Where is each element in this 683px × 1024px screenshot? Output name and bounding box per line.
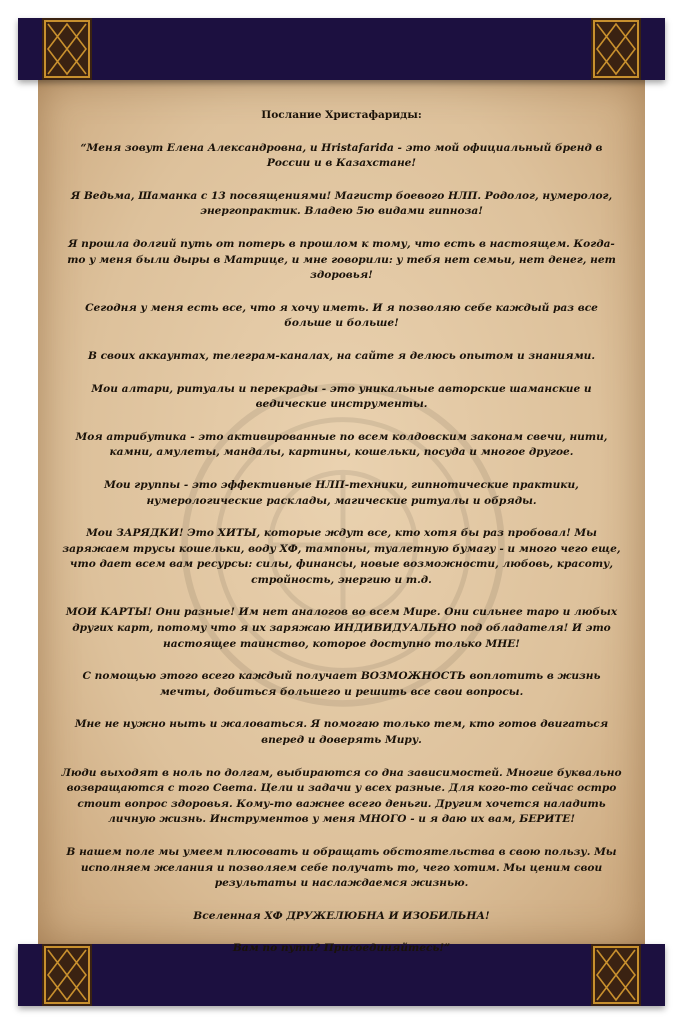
letter-paragraph: Я Ведьма, Шаманка с 13 посвящениями! Магистр боевого НЛП. Родолог, нумеролог, энергопрактик. Владею 5ю видами гипноза! <box>70 189 613 218</box>
letter-paragraph: Мои группы - это эффективные НЛП-техники, гипнотические практики, нумерологические расклады, магические ритуалы и обряды. <box>104 478 579 507</box>
letter-paragraph: Мне не нужно ныть и жаловаться. Я помогаю только тем, кто готов двигаться вперед и доверять Миру. <box>74 718 609 747</box>
letter-paragraph: В своих аккаунтах, телеграм-каналах, на сайте я делюсь опытом и знаниями. <box>87 349 596 362</box>
letter-paragraph: Вселенная ХФ ДРУЖЕЛЮБНА И ИЗОБИЛЬНА! <box>193 909 490 922</box>
letter-paragraph: Люди выходят в ноль по долгам, выбираются со дна зависимостей. Многие буквально возвращаются с того Света. Цели и задачи у всех разные. Для кого-то сейчас остро стоит вопрос здоровья. Кому-то важнее всего деньги. Другим хочется наладить личную жизнь. Инструментов у меня МНОГО - и я даю их вам, БЕРИТЕ! <box>61 766 622 826</box>
ornament-right-top-icon <box>591 18 641 80</box>
letter-paragraph: С помощью этого всего каждый получает ВОЗМОЖНОСТЬ воплотить в жизнь мечты, добиться большего и решить все свои вопросы. <box>82 670 601 698</box>
letter-paragraph: В нашем поле мы умеем плюсовать и обращать обстоятельства в свою пользу. Мы исполняем желания и позволяем себе получать то, чего хотим. Мы ценим свои результаты и наслаждаемся жизнью. <box>66 846 617 890</box>
letter-paragraph: Мои алтари, ритуалы и перекрады - это уникальные авторские шаманские и ведические инструменты. <box>91 382 592 411</box>
letter-paragraph: Вам по пути? Присоединяйтесь!” <box>232 942 451 955</box>
ornament-left-top-icon <box>42 18 92 80</box>
letter-body <box>60 108 623 974</box>
letter-paragraph: Сегодня у меня есть все, что я хочу иметь. И я позволяю себе каждый раз все больше и больше! <box>85 301 598 330</box>
letter-paragraph: Моя атрибутика - это активированные по всем колдовским законам свечи, нити, камни, амулеты, мандалы, картины, кошельки, посуда и многое другое. <box>75 430 608 459</box>
letter-title: Послание Христафариды: <box>261 109 422 121</box>
scroll-rod-top <box>18 18 665 80</box>
letter-paragraph: Мои ЗАРЯДКИ! Это ХИТЫ, которые ждут все, кто хотя бы раз пробовал! Мы заряжаем трусы кошельки, воду ХФ, тампоны, туалетную бумагу - и много чего еще, что дает всем вам ресурсы: силы, финансы, новые возможности, любовь, красоту, стройность, энергию и т.д. <box>62 527 621 586</box>
letter-paragraph: “Меня зовут Елена Александровна, и Hristafarida - это мой официальный бренд в России и в Казахстане! <box>80 141 603 170</box>
letter-paragraph: МОИ КАРТЫ! Они разные! Им нет аналогов во всем Мире. Они сильнее таро и любых других карт, потому что я их заряжаю ИНДИВИДУАЛЬНО под обладателя! И это настоящее таинство, которое доступно только МНЕ! <box>65 606 618 650</box>
letter-paragraph: Я прошла долгий путь от потерь в прошлом к тому, что есть в настоящем. Когда-то у меня были дыры в Матрице, и мне говорили: у тебя нет семьи, нет денег, нет здоровья! <box>67 237 616 282</box>
